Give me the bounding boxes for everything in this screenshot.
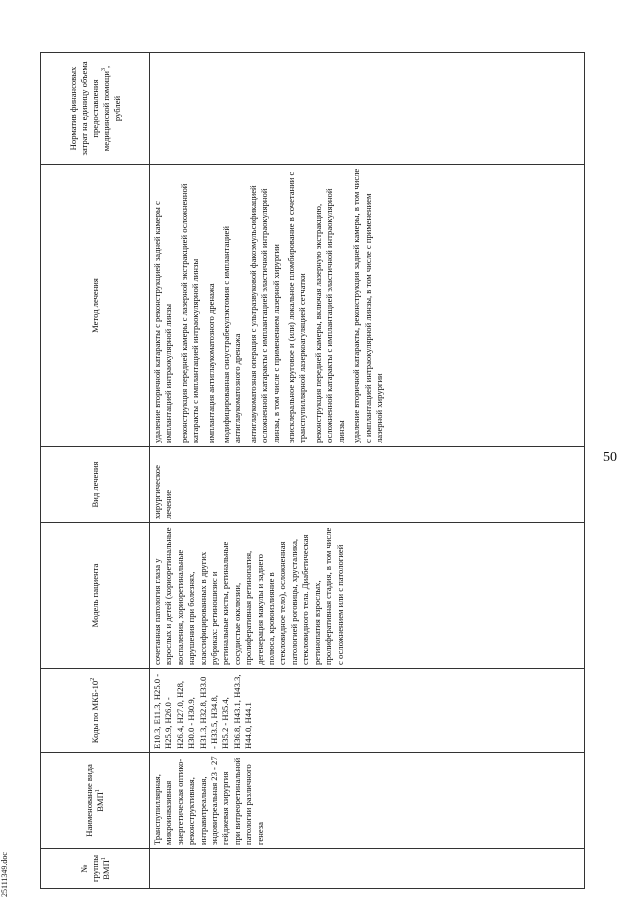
table-row <box>150 53 585 889</box>
cell-patient-model: сочетанная патология глаза у взрослых и детей (хориоретинальные воспаления, хориоретинальные нарушения при болезнях, классифицированных в других рубриках: ретиношизис и ретинальные кисты, ретинальные сосудистые окклюзии, пролиферативная ретинопатия, дегенерация макулы и заднего полюса, кровоизлияние в стекловидное тело), осложненная патологией роговицы, хрусталика, стекловидного тела. Диабетическая ретинопатия взрослых, пролиферативная стадия, в том числе с осложнением или с патологией <box>150 523 585 669</box>
cell-treatment-type: хирургическое лечение <box>150 447 585 523</box>
page-number: 50 <box>603 450 617 465</box>
header-treatment-type: Вид лечения <box>41 447 150 523</box>
header-vmp-name: Наименование вида ВМП$^1$ <box>41 753 150 849</box>
document-id: 25111349.doc <box>0 852 9 897</box>
method-item: антиглаукоматозная операция с ультразвуковой факоэмульсификацией осложненной катаракты с имплантацией эластичной интраокулярной линзы, в том числе с применением лазерной хирургии <box>247 185 281 443</box>
method-item: удаление вторичной катаракты с реконструкцией задней камеры с имплантацией интраокулярной линзы <box>152 201 174 443</box>
method-item: реконструкция передней камеры с лазерной экстракцией осложненной катаракты с имплантацией интраокулярной линзы <box>178 183 201 443</box>
header-patient-model: Модель пациента <box>41 523 150 669</box>
table-header-row <box>41 53 150 889</box>
header-financial-norm: Норматив финансовых затрат на единицу объема предоставления медицинской помощи$^3$, рублей <box>41 53 150 165</box>
cell-icd-codes: E10.3, E11.3, H25.0 - H25.9, H26.0 - H26.4, H27.0, H28, H30.0 - H30.9, H31.3, H32.8, H33.0 - H33.5, H34.8, H35.2 - H35.4, H36.8, H43.1, H43.3, H44.0, H44.1 <box>150 669 585 753</box>
header-treatment-method: Метод лечения <box>41 165 150 447</box>
vmp-table <box>40 52 585 889</box>
cell-group-number <box>150 849 585 889</box>
cell-vmp-name: Транспупиллярная, микроинвазивная энергетическая оптико-реконструктивная, интравитреальная, эндовитреальная 23 - 27 гейджевая хирургия при витреоретинальной патологии различного генеза <box>150 753 585 849</box>
header-group-number: № группы ВМП$^1$ <box>41 849 150 889</box>
cell-treatment-methods <box>150 165 585 447</box>
method-item: модифицированная синустрабекулэктомия с имплантацией антиглаукоматозного дренажа <box>221 226 243 443</box>
method-item: эписклеральное круговое и (или) локальное пломбирование в сочетании с транспупиллярной лазеркоагуляцией сетчатки <box>286 171 308 443</box>
cell-financial-norm <box>150 53 585 165</box>
method-item: удаление вторичной катаракты, реконструкция задней камеры, в том числе с имплантацией интраокулярной линзы, в том числе с применением лазерной хирургии <box>351 168 384 443</box>
method-item: имплантация антиглаукоматозного дренажа <box>205 283 216 443</box>
method-item: реконструкция передней камеры, включая лазерную экстракцию, осложненной катаракты с имплантацией эластичной интраокулярной линзы <box>312 188 346 443</box>
header-icd-codes: Коды по МКБ-$10^2$ <box>41 669 150 753</box>
